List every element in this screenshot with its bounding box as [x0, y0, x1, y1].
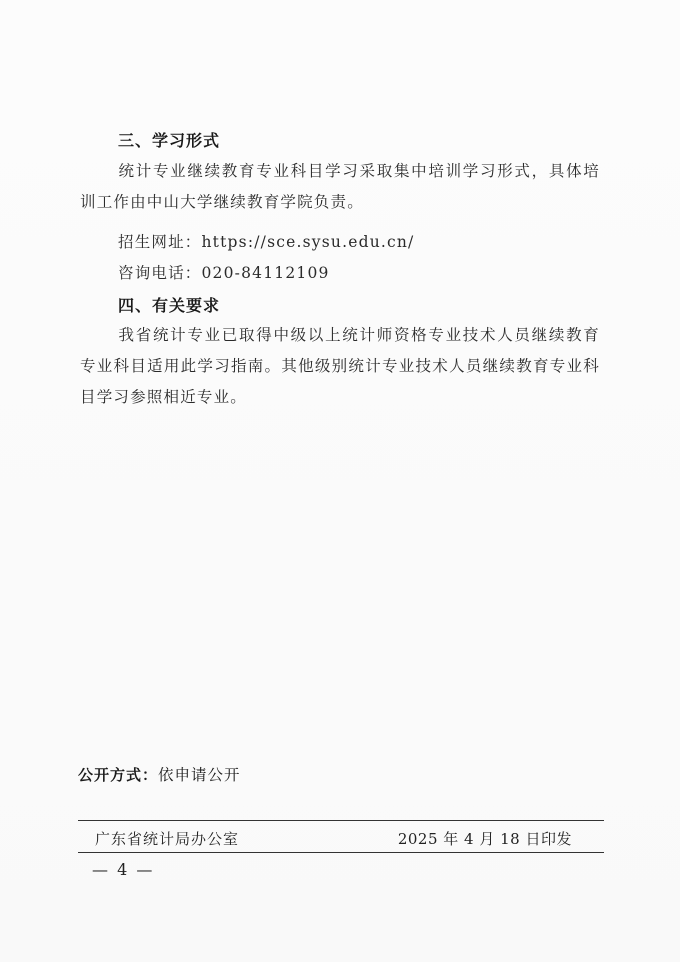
section-3-paragraph-text: 统计专业继续教育专业科目学习采取集中培训学习形式，具体培训工作由中山大学继续教育学院负责。: [80, 162, 600, 211]
page-number: — 4 —: [92, 860, 155, 879]
footer-top-rule: [78, 820, 604, 821]
section-4-paragraph: [80, 320, 600, 413]
section-4-heading: 四、有关要求: [118, 296, 221, 315]
issue-date: 2025 年 4 月 18 日印发: [397, 830, 572, 848]
section-3-paragraph: [80, 156, 600, 218]
section-4-paragraph-text: 我省统计专业已取得中级以上统计师资格专业技术人员继续教育专业科目适用此学习指南。其他级别统计专业技术人员继续教育专业科目学习参照相近专业。: [80, 326, 600, 406]
footer-bottom-rule: [78, 852, 604, 853]
disclosure-label: 公开方式：: [78, 766, 159, 784]
phone-line: 咨询电话：020-84112109: [118, 264, 330, 282]
disclosure-value: 依申请公开: [158, 766, 241, 784]
disclosure-method: [78, 763, 241, 785]
issuer: 广东省统计局办公室: [95, 830, 240, 848]
section-3-heading: 三、学习形式: [118, 131, 221, 150]
website-line: 招生网址：https://sce.sysu.edu.cn/: [118, 233, 415, 251]
